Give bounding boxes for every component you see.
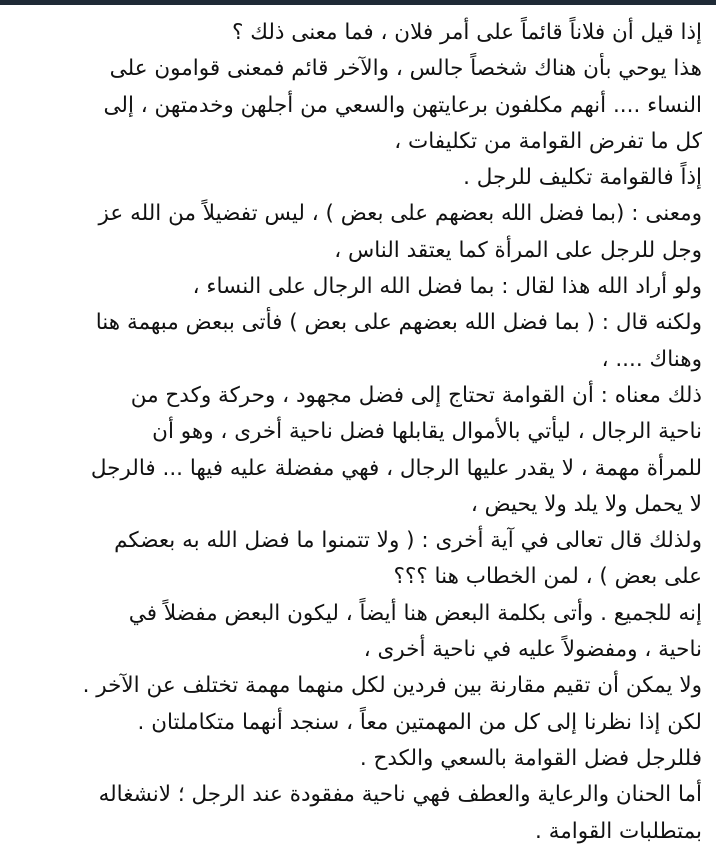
text-line: أما الحنان والرعاية والعطف فهي ناحية مفقودة عند الرجل ؛ لانشغاله: [98, 782, 702, 808]
text-line: ولكنه قال : ( بما فضل الله بعضهم على بعض ) فأتى ببعض مبهمة هنا: [95, 310, 702, 336]
text-line: على بعض ) ، لمن الخطاب هنا ؟؟؟: [393, 564, 702, 590]
text-line: بمتطلبات القوامة .: [535, 818, 702, 844]
text-line: ولا يمكن أن تقيم مقارنة بين فردين لكل منهما مهمة تختلف عن الآخر .: [82, 673, 702, 699]
text-line: ناحية الرجال ، ليأتي بالأموال يقابلها فضل ناحية أخرى ، وهو أن: [152, 419, 702, 445]
text-line: للمرأة مهمة ، لا يقدر عليها الرجال ، فهي مفضلة عليه فيها ... فالرجل: [90, 455, 702, 481]
text-line: ولو أراد الله هذا لقال : بما فضل الله الرجال على النساء ،: [192, 274, 702, 300]
text-line: النساء .... أنهم مكلفون برعايتهن والسعي من أجلهن وخدمتهن ، إلى: [103, 92, 702, 118]
text-line: كل ما تفرض القوامة من تكليفات ،: [394, 128, 702, 154]
text-line: لا يحمل ولا يلد ولا يحيض ،: [470, 491, 702, 517]
text-line: فللرجل فضل القوامة بالسعي والكدح .: [359, 745, 702, 771]
text-line: إذاً فالقوامة تكليف للرجل .: [463, 165, 702, 191]
text-line: وهناك .... ،: [601, 346, 702, 372]
text-line: إذا قيل أن فلاناً قائماً على أمر فلان ، فما معنى ذلك ؟: [231, 20, 702, 45]
text-line: لكن إذا نظرنا إلى كل من المهمتين معاً ، سنجد أنهما متكاملتان .: [137, 709, 702, 735]
text-line: ولذلك قال تعالى في آية أخرى : ( ولا تتمنوا ما فضل الله به بعضكم: [114, 528, 702, 554]
text-line: إنه للجميع . وأتى بكلمة البعض هنا أيضاً ، ليكون البعض مفضلاً في: [128, 600, 702, 626]
text-line: ناحية ، ومفضولاً عليه في ناحية أخرى ،: [363, 637, 702, 663]
text-line: وجل للرجل على المرأة كما يعتقد الناس ،: [334, 237, 702, 263]
post-text: [0, 5, 716, 844]
text-line: هذا يوحي بأن هناك شخصاً جالس ، والآخر قائم فمعنى قوامون على: [109, 56, 702, 82]
text-line: ومعنى : (بما فضل الله بعضهم على بعض ) ، ليس تفضيلاً من الله عز: [98, 201, 702, 227]
text-line: ذلك معناه : أن القوامة تحتاج إلى فضل مجهود ، وحركة وكدح من: [130, 382, 702, 408]
